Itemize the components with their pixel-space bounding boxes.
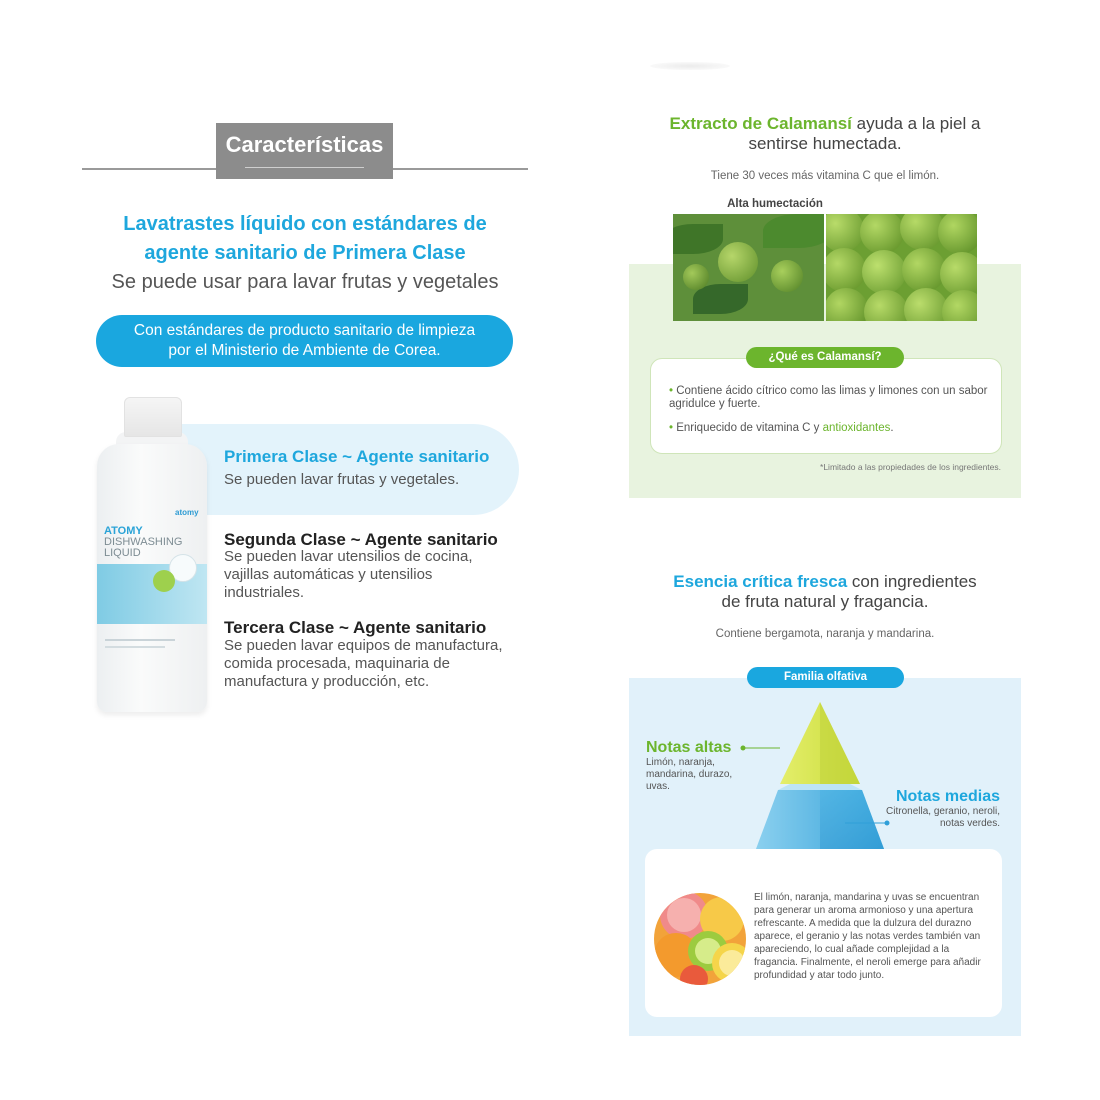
fragrance-headline	[629, 572, 1021, 612]
calamansi-bullet-2-end: .	[890, 422, 894, 434]
fragrance-note: Contiene bergamota, naranja y mandarina.	[715, 628, 935, 640]
fragrance-family-tag: Familia olfativa	[747, 667, 904, 688]
fragrance-headline-line-2: de fruta natural y fragancia.	[721, 592, 929, 611]
decorative-shadow	[650, 62, 730, 70]
calamansi-headline-line-2: sentirse humectada.	[748, 134, 902, 153]
bullet-dot-icon: •	[669, 385, 674, 397]
calamansi-bullet-2	[669, 422, 989, 435]
calamansi-bullet-2-highlight: antioxidantes	[822, 422, 891, 434]
headline-line-2: agente sanitario de Primera Clase	[144, 242, 466, 264]
product-bottle-image	[97, 444, 207, 712]
calamansi-headline-rest: ayuda a la piel a	[851, 114, 981, 133]
class-1-title: Primera Clase ~ Agente sanitario	[224, 447, 490, 466]
bottle-fine-print	[105, 639, 175, 641]
calamansi-bullet-2-text: Enriquecido de vitamina C y	[676, 422, 823, 434]
fragrance-headline-rest: con ingredientes	[847, 572, 977, 591]
calamansi-fruit-photo	[826, 214, 977, 321]
class-1-desc: Se pueden lavar frutas y vegetales.	[224, 471, 460, 488]
class-2-desc: Se pueden lavar utensilios de cocina, vajillas automáticas y utensilios industriales.	[224, 548, 473, 601]
section-title-underline	[245, 167, 364, 168]
bottle-subname	[104, 537, 182, 559]
section-title: Características	[225, 132, 384, 157]
top-notes-connector	[740, 742, 780, 754]
top-notes-desc: Limón, naranja, mandarina, durazo, uvas.	[646, 757, 733, 792]
photo-label: Alta humectación	[727, 198, 823, 210]
bottle-name-line-1: ATOMY	[104, 525, 143, 537]
calamansi-bullet-1-text: Contiene ácido cítrico como las limas y limones con un sabor agridulce y fuerte.	[669, 385, 988, 410]
headline-line-1: Lavatrastes líquido con estándares de	[123, 213, 487, 235]
bullet-dot-icon: •	[669, 422, 674, 434]
mid-notes-title: Notas medias	[895, 788, 1000, 805]
class-2-title: Segunda Clase ~ Agente sanitario	[224, 530, 498, 549]
lime-icon	[153, 570, 175, 592]
subheadline: Se puede usar para lavar frutas y vegetales	[111, 271, 499, 293]
headline	[82, 210, 528, 268]
mid-notes-desc: Citronella, geranio, neroli, notas verdes.	[886, 806, 1000, 829]
calamansi-tree-photo	[673, 214, 824, 321]
calamansi-bullet-1	[669, 385, 989, 411]
bottle-cap	[124, 397, 182, 437]
bottle-fine-print	[105, 646, 165, 648]
fine-print: *Limitado a las propiedades de los ingredientes.	[820, 462, 1001, 472]
bottle-name-line-2: DISHWASHING	[104, 536, 183, 548]
calamansi-note: Tiene 30 veces más vitamina C que el limón.	[710, 170, 940, 182]
calamansi-headline	[629, 114, 1021, 154]
citrus-fruits-image	[654, 893, 746, 985]
calamansi-highlight: Extracto de Calamansí	[669, 114, 852, 133]
bottle-brand-logo: atomy	[175, 508, 199, 517]
section-title-badge	[216, 123, 393, 179]
fragrance-highlight: Esencia crítica fresca	[673, 572, 848, 591]
fragrance-description: El limón, naranja, mandarina y uvas se encuentran para generar un aroma armonioso y una apertura refrescante. A medida que la dulzura del durazno aparece, el geranio y las notas verdes también van apareciendo, lo cual añade complejidad a la fragancia. Finalmente, el neroli emerge para añadir profundidad y atar todo junto.	[754, 892, 981, 981]
bottle-name-line-3: LIQUID	[104, 547, 141, 559]
certification-line-1: Con estándares de producto sanitario de limpieza	[133, 322, 476, 339]
calamansi-tag: ¿Qué es Calamansí?	[746, 347, 904, 368]
fragrance-pyramid-graphic	[740, 700, 900, 870]
top-notes-title: Notas altas	[646, 739, 732, 756]
class-3-title: Tercera Clase ~ Agente sanitario	[224, 618, 487, 637]
certification-line-2: por el Ministerio de Ambiente de Corea.	[168, 342, 441, 359]
class-3-desc: Se pueden lavar equipos de manufactura, comida procesada, maquinaria de manufactura y producción, etc.	[224, 637, 503, 690]
first-class-highlight	[162, 424, 519, 515]
certification-pill	[96, 315, 513, 367]
